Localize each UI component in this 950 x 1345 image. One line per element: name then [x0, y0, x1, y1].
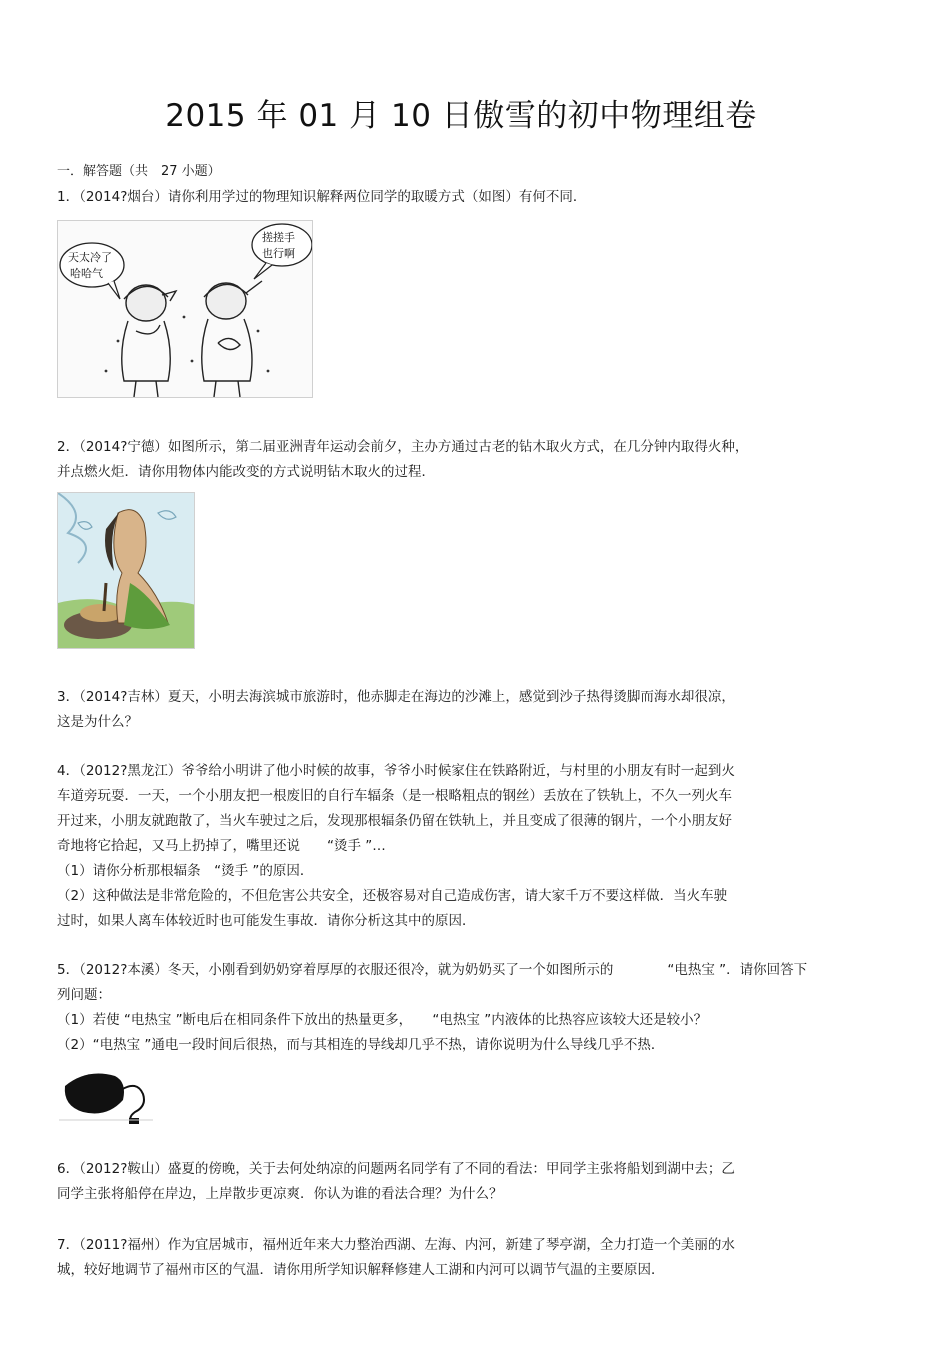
q5-heater-image — [57, 1060, 155, 1128]
question-line: 5．（2012?本溪）冬天，小刚看到奶奶穿着厚厚的衣服还很冷，就为奶奶买了一个如图所示的 “电热宝 ”．请你回答下 — [57, 962, 808, 978]
question-line: 车道旁玩耍．一天，一个小朋友把一根废旧的自行车辐条（是一根略粗点的钢丝）丢放在了铁轨上，不久一列火车 — [57, 788, 732, 804]
question-line: 3．（2014?吉林）夏天，小明去海滨城市旅游时，他赤脚走在海边的沙滩上，感觉到沙子热得烫脚而海水却很凉， — [57, 689, 735, 705]
question-1 — [57, 185, 887, 210]
question-line: 7．（2011?福州）作为宜居城市，福州近年来大力整治西湖、左海、内河，新建了琴亭湖，全力打造一个美丽的水 — [57, 1237, 735, 1253]
question-4 — [57, 759, 887, 934]
section-heading: 一．解答题（共 27 小题） — [57, 164, 221, 179]
question-line: 4．（2012?黑龙江）爷爷给小明讲了他小时候的故事，爷爷小时候家住在铁路附近，与村里的小朋友有时一起到火 — [57, 763, 735, 779]
question-line: 奇地将它拾起，又马上扔掉了，嘴里还说 “烫手 ”… — [57, 838, 386, 854]
question-line: 这是为什么？ — [57, 714, 138, 730]
q1-bubble-right-line-2: 也行啊 — [262, 247, 295, 260]
question-7 — [57, 1233, 887, 1283]
q1-bubble-left-line-2: 哈哈气 — [70, 267, 103, 280]
question-5 — [57, 958, 887, 1058]
question-line: 6．（2012?鞍山）盛夏的傍晚，关于去何处纳凉的问题两名同学有了不同的看法：甲同学主张将船划到湖中去；乙 — [57, 1161, 735, 1177]
question-line: （2）“电热宝 ”通电一段时间后很热，而与其相连的导线却几乎不热，请你说明为什么导线几乎不热． — [57, 1037, 665, 1053]
question-6 — [57, 1157, 887, 1207]
question-line: （2）这种做法是非常危险的，不但危害公共安全，还极容易对自己造成伤害，请大家千万不要这样做．当火车驶 — [57, 888, 728, 904]
question-line: 并点燃火炬．请你用物体内能改变的方式说明钻木取火的过程． — [57, 464, 435, 480]
q1-illustration-image — [57, 220, 313, 398]
question-line: （1）请你分析那根辐条 “烫手 ”的原因． — [57, 863, 314, 879]
question-line: 列问题： — [57, 987, 111, 1003]
question-line: 过时，如果人离车体较近时也可能发生事故．请你分析这其中的原因． — [57, 913, 476, 929]
q1-bubble-right-line-1: 搓搓手 — [262, 231, 295, 244]
question-line: 同学主张将船停在岸边，上岸散步更凉爽．你认为谁的看法合理？为什么？ — [57, 1186, 503, 1202]
question-line: 开过来，小朋友就跑散了，当火车驶过之后，发现那根辐条仍留在铁轨上，并且变成了很薄的钢片，一个小朋友好 — [57, 813, 732, 829]
q1-bubble-left-line-1: 天太冷了 — [68, 251, 112, 264]
question-3 — [57, 685, 887, 735]
question-line: 1．（2014?烟台）请你利用学过的物理知识解释两位同学的取暖方式（如图）有何不同． — [57, 189, 587, 205]
page-title: 2015 年 01 月 10 日傲雪的初中物理组卷 — [165, 98, 757, 134]
question-line: （1）若使 “电热宝 ”断电后在相同条件下放出的热量更多， “电热宝 ”内液体的比热容应该较大还是较小？ — [57, 1012, 708, 1028]
question-2 — [57, 435, 887, 485]
q2-drill-fire-image — [57, 492, 195, 649]
question-line: 2．（2014?宁德）如图所示，第二届亚洲青年运动会前夕，主办方通过古老的钻木取火方式，在几分钟内取得火种， — [57, 439, 749, 455]
question-line: 城，较好地调节了福州市区的气温．请你用所学知识解释修建人工湖和内河可以调节气温的主要原因． — [57, 1262, 665, 1278]
